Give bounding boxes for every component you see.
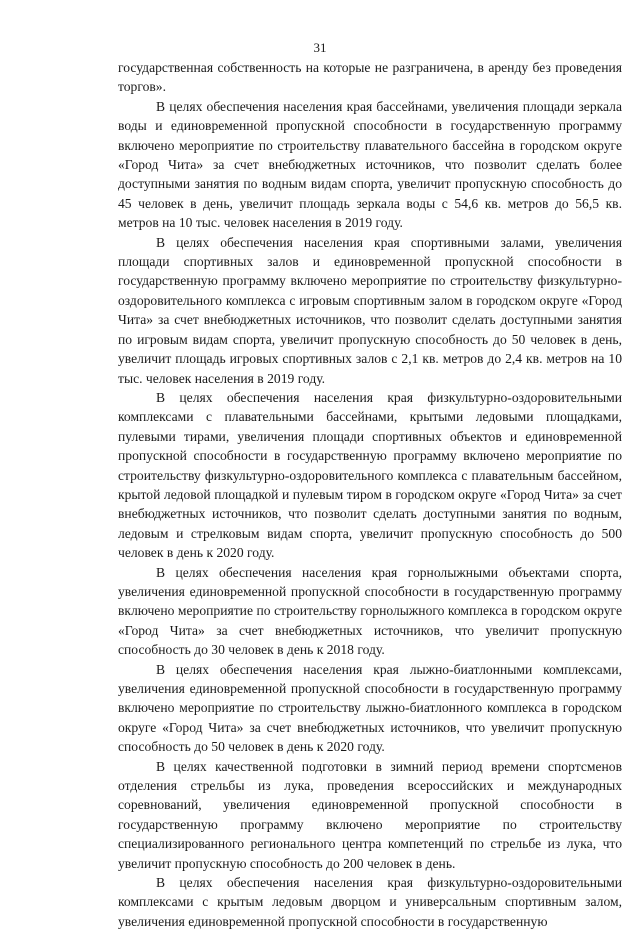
paragraph-continuation: государственная собственность на которые не разграничена, в аренду без проведения торгов». [118, 60, 622, 95]
paragraph-archery-center: В целях качественной подготовки в зимний период времени спортсменов отделения стрельбы из лука, проведения всероссийских и международных соревнований, увеличения единовременной пропускной способности в государственную программу включено мероприятие по строительству специализированного регионального центра компетенций по стрельбе из лука, что увеличит пропускную способность до 200 человек в день. [118, 758, 622, 871]
paragraph-fitness-complex: В целях обеспечения населения края физкультурно-оздоровительными комплексами с плавательными бассейнами, крытыми ледовыми площадками, пулевыми тирами, увеличения площади спортивных объектов и единовременной пропускной способности в государственную программу включено мероприятие по строительству физкультурно-оздоровительного комплекса с плавательным бассейном, крытой ледовой площадкой и пулевым тиром в городском округе «Город Чита» за счет внебюджетных источников, что позволит сделать доступными занятия по водным, ледовым и стрелковым видам спорта, увеличит пропускную способность до 500 человек в день к 2020 году. [118, 389, 622, 561]
paragraph-swimming-pool: В целях обеспечения населения края бассейнами, увеличения площади зеркала воды и единовременной пропускной способности в государственную программу включено мероприятие по строительству плавательного бассейна в городском округе «Город Чита» за счет внебюджетных источников, что позволит сделать более доступными занятия по водным видам спорта, увеличит пропускную способность до 45 человек в день, увеличит площадь зеркала воды с 54,6 кв. метров до 56,5 кв. метров на 10 тыс. человек населения в 2019 году. [118, 98, 622, 231]
paragraph-biathlon-complex: В целях обеспечения населения края лыжно-биатлонными комплексами, увеличения единовременной пропускной способности в государственную программу включено мероприятие по строительству лыжно-биатлонного комплекса в городском округе «Город Чита» за счет внебюджетных источников, что увеличит пропускную способность до 50 человек в день к 2020 году. [118, 661, 622, 755]
page-number: 31 [313, 40, 327, 55]
paragraph-ski-complex: В целях обеспечения населения края горнолыжными объектами спорта, увеличения единовременной пропускной способности в государственную программу включено мероприятие по строительству горнолыжного комплекса в городском округе «Город Чита» за счет внебюджетных источников, что увеличит пропускную способность до 30 человек в день к 2018 году. [118, 564, 622, 658]
paragraph-sports-halls: В целях обеспечения населения края спортивными залами, увеличения площади спортивных залов и единовременной пропускной способности в государственную программу включено мероприятие по строительству физкультурно-оздоровительного комплекса с игровым спортивным залом в городском округе «Город Чита» за счет внебюджетных источников, что позволит сделать доступными занятия по игровым видам спорта, увеличит пропускную способность до 50 человек в день, увеличит площадь игровых спортивных залов с 2,1 кв. метров до 2,4 кв. метров на 10 тыс. человек населения в 2019 году. [118, 234, 622, 386]
document-body [118, 58, 622, 931]
paragraph-ice-palace: В целях обеспечения населения края физкультурно-оздоровительными комплексами с крытым ледовым дворцом и универсальным спортивным залом, увеличения единовременной пропускной способности в государственную [118, 875, 622, 929]
